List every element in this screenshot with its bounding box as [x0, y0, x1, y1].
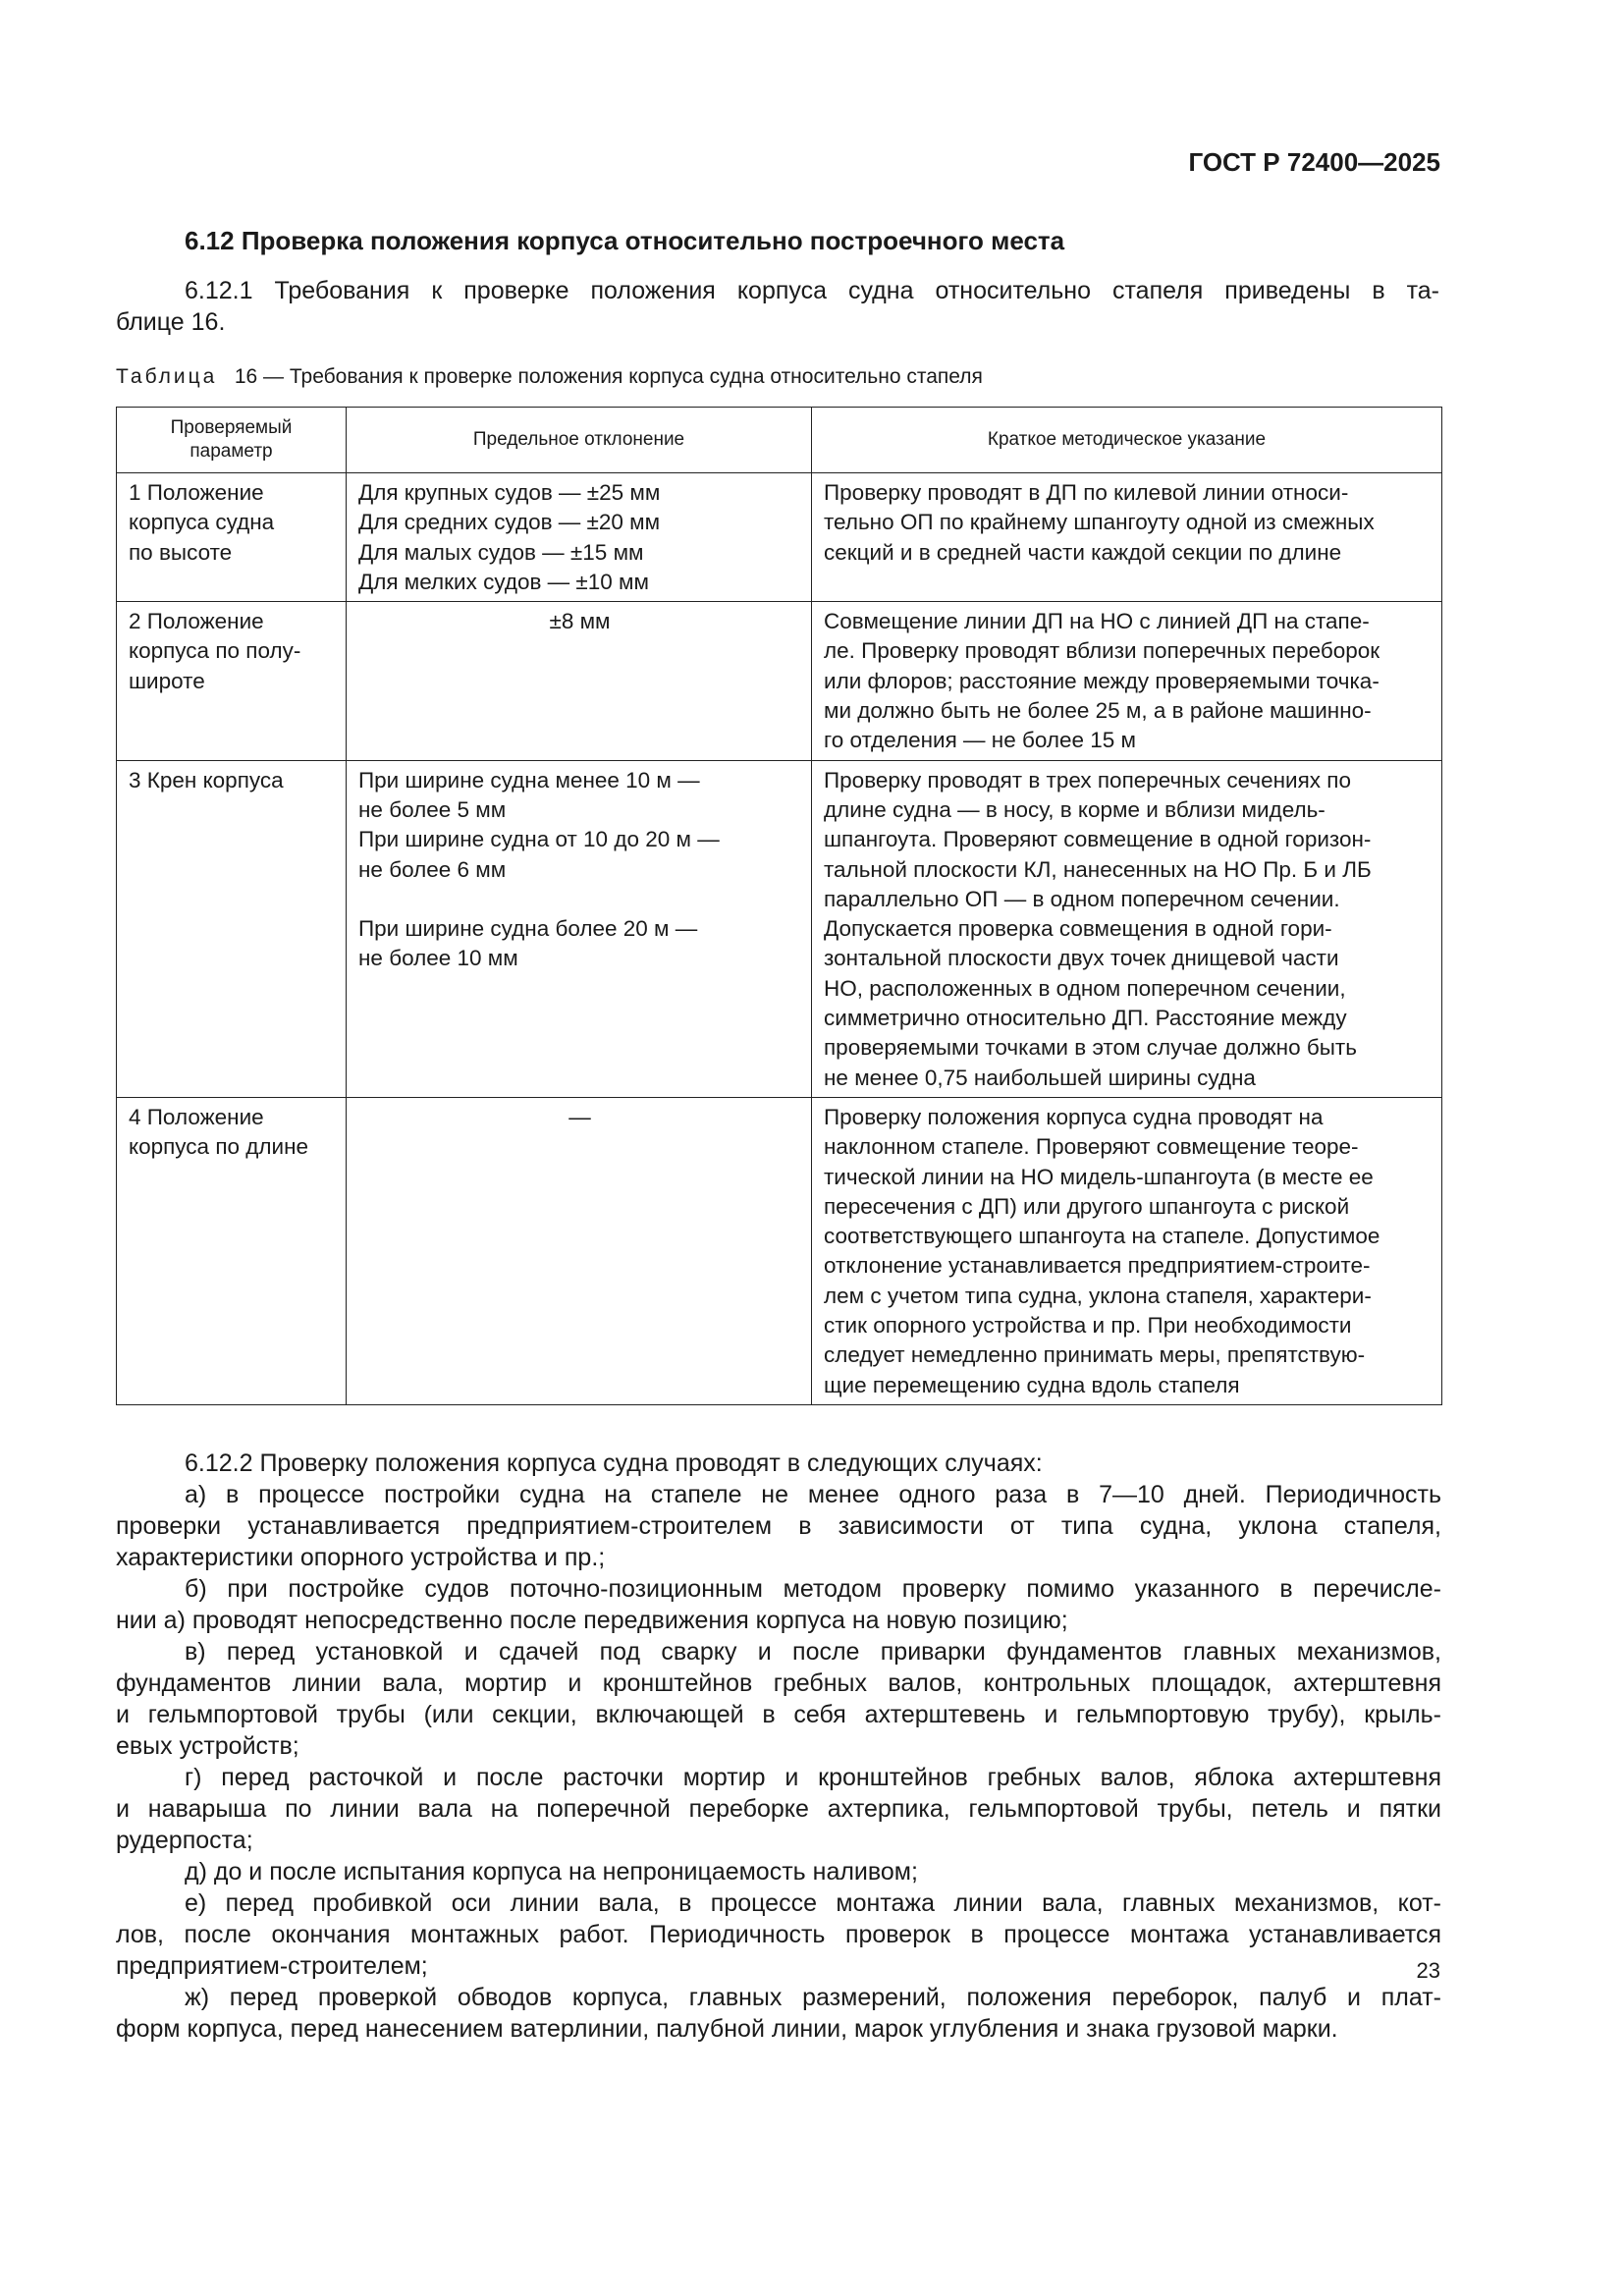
cell-line: по высоте — [129, 539, 233, 565]
body-line: 6.12.2 Проверку положения корпуса судна проводят в следующих случаях: — [185, 1449, 1043, 1477]
cell-line: 3 Крен корпуса — [129, 767, 284, 793]
table-row — [117, 1097, 1442, 1404]
cell-line: параллельно ОП — в одном поперечном сечении. — [824, 886, 1340, 911]
body-line: форм корпуса, перед нанесением ватерлинии, палубной линии, марок углубления и знака грузовой марки. — [116, 2015, 1338, 2043]
requirements-table — [116, 407, 1442, 1405]
cell-line: следует немедленно принимать меры, препятствую- — [824, 1342, 1366, 1368]
body-line: е) перед пробивкой оси линии вала, в процессе монтажа линии вала, главных механизмов, кот- — [185, 1889, 1441, 1917]
standard-designation: ГОСТ Р 72400—2025 — [1188, 147, 1440, 177]
intro-paragraph — [116, 275, 1439, 338]
cell-line: длине судна — в носу, в корме и вблизи мидель- — [824, 796, 1325, 822]
body-line: и гельмпортовой трубы (или секции, включающей в себя ахтерштевень и гельмпортовую трубу), крыль- — [116, 1701, 1441, 1728]
cell-line: отклонение устанавливается предприятием-строите- — [824, 1253, 1371, 1279]
section-title: 6.12 Проверка положения корпуса относительно построечного места — [185, 226, 1065, 255]
cell-line: ле. Проверку проводят вблизи поперечных переборок — [824, 638, 1380, 664]
body-line: евых устройств; — [116, 1732, 299, 1760]
cell-line: 4 Положение — [129, 1104, 264, 1129]
table-caption-prefix: Таблица — [116, 365, 218, 388]
cell-line: проверяемыми точками в этом случае должно быть — [824, 1035, 1357, 1061]
cell-line: стик опорного устройства и пр. При необходимости — [824, 1313, 1352, 1339]
cell-line: не более 10 мм — [358, 946, 518, 971]
cell-line — [358, 885, 801, 914]
method-cell — [812, 1097, 1442, 1404]
cell-line: ±8 мм — [549, 609, 611, 634]
deviation-cell — [347, 760, 812, 1097]
cell-line: секций и в средней части каждой секции по длине — [824, 539, 1342, 565]
cell-line: При ширине судна от 10 до 20 м — — [358, 827, 720, 852]
column-header-method: Краткое методическое указание — [812, 408, 1442, 473]
cell-line: не более 6 мм — [358, 856, 507, 882]
body-line: и наварыша по линии вала на поперечной переборке ахтерпика, гельмпортовой трубы, петель и пятки — [116, 1795, 1441, 1823]
cell-line: тической линии на НО мидель-шпангоута (в месте ее — [824, 1164, 1374, 1189]
cell-line: — — [568, 1104, 591, 1129]
cell-line: ми должно быть не более 25 м, а в районе машинно- — [824, 698, 1372, 724]
body-line: предприятием-строителем; — [116, 1952, 428, 1980]
body-line: проверки устанавливается предприятием-строителем в зависимости от типа судна, уклона стапеля, — [116, 1512, 1441, 1540]
cell-line: тельно ОП по крайнему шпангоуту одной из смежных — [824, 510, 1375, 535]
column-header-parameter: Проверяемый параметр — [117, 408, 347, 473]
cell-line: Проверку проводят в трех поперечных сечениях по — [824, 767, 1351, 793]
cell-line: или флоров; расстояние между проверяемыми точка- — [824, 668, 1380, 693]
cell-line: корпуса по длине — [129, 1134, 309, 1160]
cell-line: Для мелких судов — ±10 мм — [358, 569, 649, 594]
table-row — [117, 760, 1442, 1097]
cell-line: При ширине судна менее 10 м — — [358, 767, 700, 793]
cell-line: 1 Положение — [129, 480, 264, 505]
cell-line: тальной плоскости КЛ, нанесенных на НО Пр. Б и ЛБ — [824, 856, 1372, 882]
table-row — [117, 602, 1442, 760]
body-line: ж) перед проверкой обводов корпуса, главных размерений, положения переборок, палуб и плат- — [185, 1984, 1441, 2011]
cell-line: зонтальной плоскости двух точек днищевой части — [824, 946, 1339, 971]
cell-line: широте — [129, 668, 205, 693]
cell-line: Для средних судов — ±20 мм — [358, 510, 661, 535]
method-cell — [812, 602, 1442, 760]
cell-line: наклонном стапеле. Проверяют совмещение теоре- — [824, 1134, 1359, 1160]
intro-line: блице 16. — [116, 308, 226, 336]
cell-line: корпуса по полу- — [129, 638, 301, 664]
body-line: характеристики опорного устройства и пр.; — [116, 1544, 606, 1571]
cell-line: шпангоута. Проверяют совмещение в одной горизон- — [824, 827, 1372, 852]
cell-line: При ширине судна более 20 м — — [358, 916, 698, 942]
table-caption-text: 16 — Требования к проверке положения корпуса судна относительно стапеля — [234, 365, 983, 388]
body-line: в) перед установкой и сдачей под сварку и после приварки фундаментов главных механизмов, — [185, 1638, 1441, 1666]
parameter-cell — [117, 473, 347, 602]
body-line: лов, после окончания монтажных работ. Периодичность проверок в процессе монтажа устанавливается — [116, 1921, 1441, 1948]
cell-line: 2 Положение — [129, 609, 264, 634]
column-header-deviation: Предельное отклонение — [347, 408, 812, 473]
page-number: 23 — [1416, 1958, 1440, 1983]
cell-line: Допускается проверка совмещения в одной гори- — [824, 916, 1332, 942]
cell-line: Проверку проводят в ДП по килевой линии относи- — [824, 480, 1349, 505]
cell-line: соответствующего шпангоута на стапеле. Допустимое — [824, 1224, 1380, 1249]
table-row — [117, 473, 1442, 602]
cell-line: не более 5 мм — [358, 796, 507, 822]
cell-line: корпуса судна — [129, 510, 275, 535]
body-line: г) перед расточкой и после расточки мортир и кронштейнов гребных валов, яблока ахтерштевня — [185, 1764, 1441, 1791]
method-cell — [812, 760, 1442, 1097]
cell-line: Совмещение линии ДП на НО с линией ДП на стапе- — [824, 609, 1370, 634]
deviation-cell — [347, 1097, 812, 1404]
body-line: д) до и после испытания корпуса на непроницаемость наливом; — [185, 1858, 918, 1886]
body-text — [116, 1448, 1441, 2045]
body-line: рудерпоста; — [116, 1827, 253, 1854]
body-line: нии а) проводят непосредственно после передвижения корпуса на новую позицию; — [116, 1607, 1068, 1634]
table-caption — [116, 365, 983, 389]
body-line: б) при постройке судов поточно-позиционным методом проверку помимо указанного в перечисле- — [185, 1575, 1441, 1603]
body-line: фундаментов линии вала, мортир и кронштейнов гребных валов, контрольных площадок, ахтерштевня — [116, 1669, 1441, 1697]
deviation-cell — [347, 473, 812, 602]
cell-line: Проверку положения корпуса судна проводят на — [824, 1104, 1324, 1129]
cell-line: го отделения — не более 15 м — [824, 728, 1137, 753]
method-cell — [812, 473, 1442, 602]
cell-line: пересечения с ДП) или другого шпангоута с риской — [824, 1193, 1350, 1219]
deviation-cell — [347, 602, 812, 760]
parameter-cell — [117, 760, 347, 1097]
intro-line: 6.12.1 Требования к проверке положения корпуса судна относительно стапеля приведены в та- — [185, 277, 1439, 304]
cell-line: симметрично относительно ДП. Расстояние между — [824, 1006, 1347, 1031]
body-line: а) в процессе постройки судна на стапеле не менее одного раза в 7—10 дней. Периодичность — [185, 1481, 1441, 1508]
parameter-cell — [117, 602, 347, 760]
parameter-cell — [117, 1097, 347, 1404]
cell-line: Для малых судов — ±15 мм — [358, 539, 644, 565]
cell-line: щие перемещению судна вдоль стапеля — [824, 1372, 1240, 1397]
cell-line: НО, расположенных в одном поперечном сечении, — [824, 975, 1346, 1001]
cell-line: лем с учетом типа судна, уклона стапеля, характери- — [824, 1283, 1372, 1308]
cell-line: не менее 0,75 наибольшей ширины судна — [824, 1065, 1256, 1090]
cell-line: Для крупных судов — ±25 мм — [358, 480, 661, 505]
table-header-row — [117, 408, 1442, 473]
